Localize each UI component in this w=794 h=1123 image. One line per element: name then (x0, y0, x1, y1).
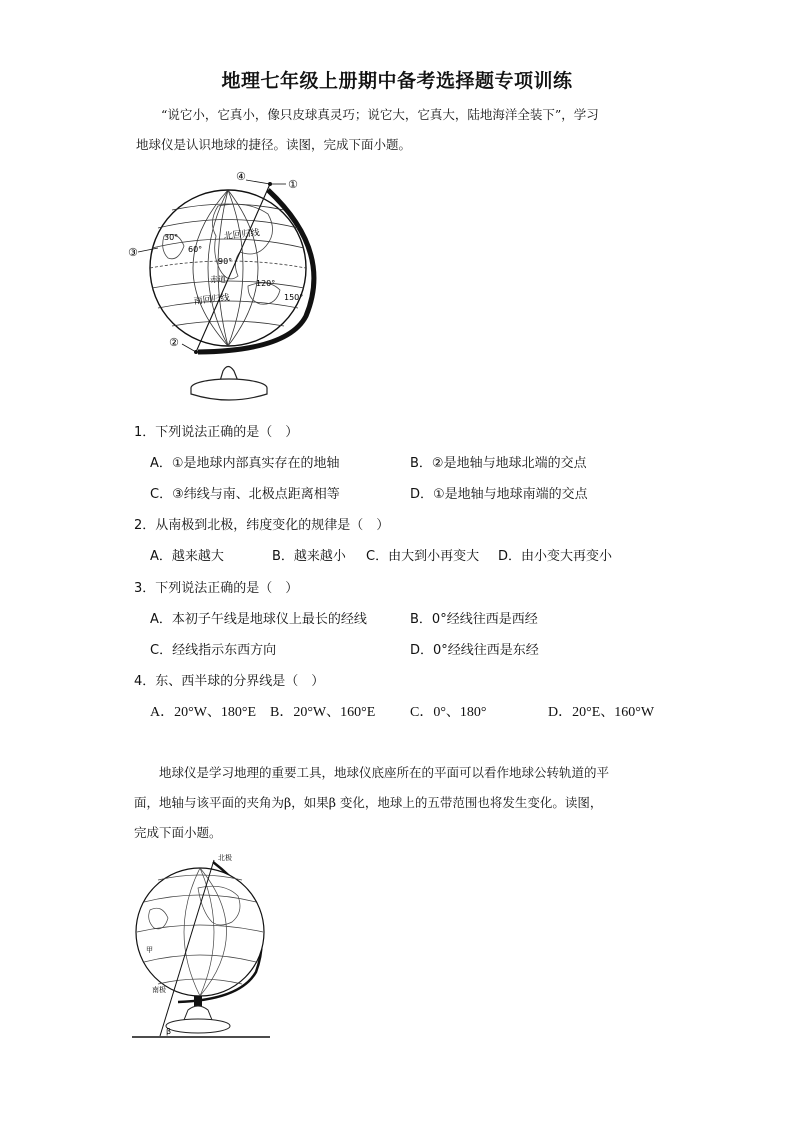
globe-figure-2 (128, 852, 278, 1042)
intro2-line1: 地球仪是学习地理的重要工具，地球仪底座所在的平面可以看作地球公转轨道的平 (159, 765, 610, 780)
question-2-option-b[interactable]: B．越来越小 (272, 549, 346, 564)
question-2-stem: 2．从南极到北极，纬度变化的规律是（ ） (134, 518, 390, 533)
question-2-option-a[interactable]: A．越来越大 (150, 549, 224, 564)
question-1-option-a[interactable]: A．①是地球内部真实存在的地轴 (150, 456, 340, 471)
question-1-option-c[interactable]: C．③纬线与南、北极点距离相等 (150, 487, 340, 502)
page-title: 地理七年级上册期中备考选择题专项训练 (221, 70, 573, 92)
intro2-line2: 面，地轴与该平面的夹角为β，如果β 变化，地球上的五带范围也将发生变化。读图， (134, 795, 603, 810)
question-3-stem: 3．下列说法正确的是（ ） (134, 581, 299, 596)
intro-passage-1 (136, 100, 666, 160)
marker-3: ③ (128, 246, 138, 259)
question-1-stem: 1．下列说法正确的是（ ） (134, 425, 299, 440)
question-3-option-b[interactable]: B．0°经线往西是西经 (410, 612, 538, 627)
question-3-option-d[interactable]: D．0°经线往西是东经 (410, 643, 539, 658)
marker-1: ① (288, 178, 298, 191)
question-2-option-d[interactable]: D．由小变大再变小 (498, 549, 613, 564)
question-1-option-b[interactable]: B．②是地轴与地球北端的交点 (410, 456, 587, 471)
label-north-pole: 北极 (218, 854, 232, 862)
label-lon-120: 120° (256, 279, 276, 288)
question-4-option-c[interactable]: C．0°、180° (410, 705, 487, 720)
question-4-option-a[interactable]: A．20°W、180°E (150, 705, 257, 720)
intro1-line2: 地球仪是认识地球的捷径。读图，完成下面小题。 (136, 137, 412, 152)
question-4-option-d[interactable]: D．20°E、160°W (548, 705, 655, 720)
marker-4: ④ (236, 170, 246, 183)
label-lat-30: 30° (164, 233, 179, 242)
label-jia: 甲 (146, 946, 153, 954)
label-north-tropic: 北回归线 (223, 228, 261, 242)
intro1-line1: “说它小，它真小，像只皮球真灵巧；说它大，它真大，陆地海洋全装下”，学习 (161, 107, 599, 122)
question-4-stem: 4．东、西半球的分界线是（ ） (134, 674, 325, 689)
question-3-option-c[interactable]: C．经线指示东西方向 (150, 643, 277, 658)
label-south-pole: 南极 (152, 986, 166, 994)
intro2-line3: 完成下面小题。 (134, 825, 222, 840)
globe-sphere (150, 190, 306, 346)
label-beta: β (166, 1027, 172, 1036)
question-1-option-d[interactable]: D．①是地轴与地球南端的交点 (410, 487, 588, 502)
globe-sphere-2 (136, 868, 264, 996)
question-3-option-a[interactable]: A．本初子午线是地球仪上最长的经线 (150, 612, 367, 627)
label-lon-90: 90° (218, 257, 233, 266)
label-south-tropic: 南回归线 (193, 293, 231, 307)
marker-2: ② (169, 336, 179, 349)
label-lat-60: 60° (188, 245, 203, 254)
label-lon-150: 150° (284, 293, 304, 302)
intro-passage-2 (134, 758, 664, 848)
question-4-option-b[interactable]: B．20°W、160°E (270, 705, 376, 720)
label-equator: 赤道 (210, 275, 226, 284)
question-2-option-c[interactable]: C．由大到小再变大 (366, 549, 480, 564)
globe-figure-1 (128, 166, 338, 406)
